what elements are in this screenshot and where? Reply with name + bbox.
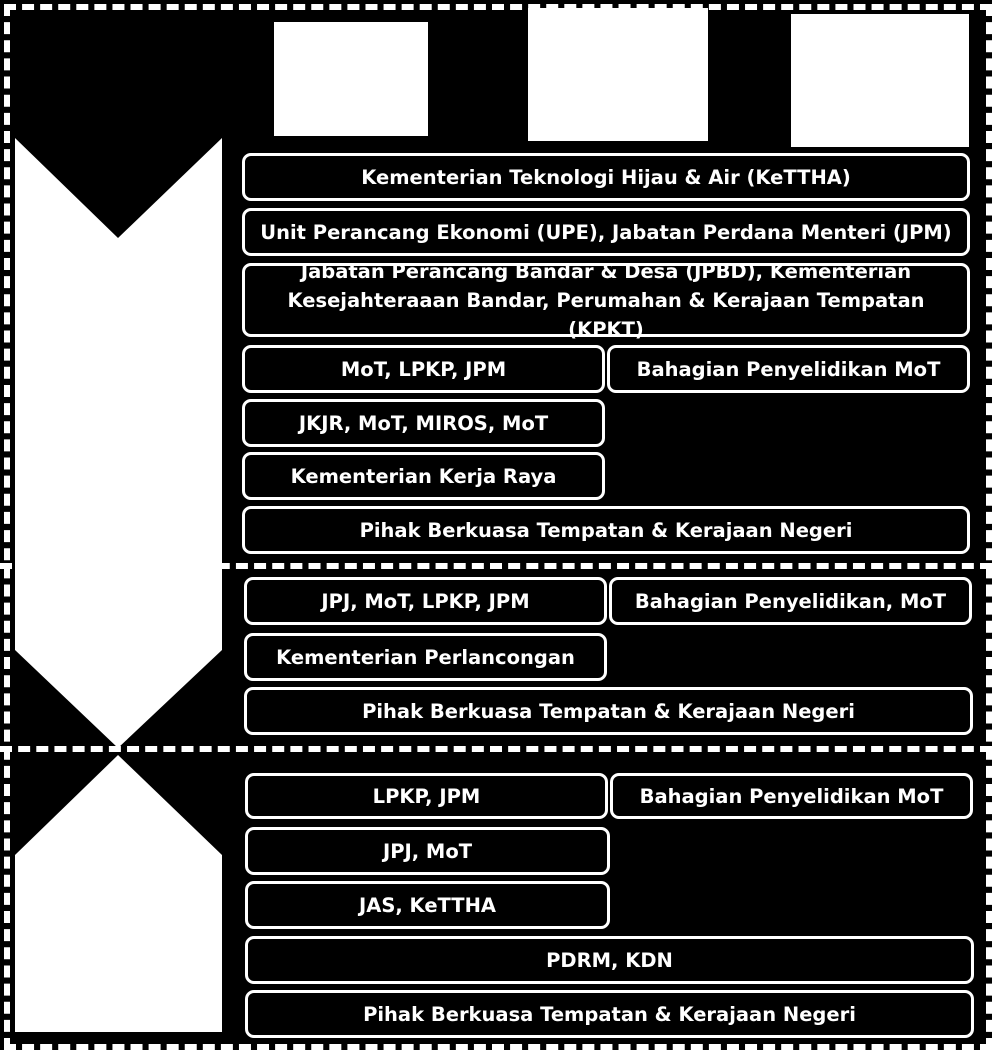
agency-label: Bahagian Penyelidikan, MoT [634,589,947,613]
agency-box-bahagian-penyelidikan [609,577,972,625]
agency-label: PDRM, KDN [546,948,673,972]
agency-label: Kementerian Kerja Raya [290,464,557,488]
agency-label: Jabatan Perancang Bandar & Desa (JPBD), Kementerian Kesejahteraaan Bandar, Perumahan & Kerajaan Tempatan (KPKT) [287,259,925,341]
agency-box-bahagian-penyelidikan [607,345,970,393]
agency-box-kerja-raya [242,452,605,500]
header-box-3 [791,14,969,147]
agency-box-upe [242,208,970,256]
agency-box-pbt [245,990,974,1038]
agency-box-lpkp-jpm [245,773,608,819]
agency-box-pdrm-kdn [245,936,974,984]
agency-label: JPJ, MoT [382,839,473,863]
agency-box-jas-ketthа [245,881,610,929]
agency-label: Bahagian Penyelidikan MoT [639,784,944,808]
agency-box-jkjr [242,399,605,447]
agency-label: JKJR, MoT, MIROS, MoT [298,411,549,435]
agency-label: Unit Perancang Ekonomi (UPE), Jabatan Perdana Menteri (JPM) [260,220,952,244]
agency-label: Pihak Berkuasa Tempatan & Kerajaan Negeri [363,1002,856,1026]
header-box-1 [274,22,428,136]
agency-label: JAS, KeTTHA [358,893,497,917]
agency-label: LPKP, JPM [372,784,481,808]
phase-arrow-lower [15,755,222,1032]
agency-label: Kementerian Perlancongan [276,645,575,669]
agency-box-pbt [242,506,970,554]
agency-box-mot-lpkp [242,345,605,393]
agency-label: Pihak Berkuasa Tempatan & Kerajaan Negeri [362,699,855,723]
agency-label: Pihak Berkuasa Tempatan & Kerajaan Negeri [359,518,853,542]
agency-label: JPJ, MoT, LPKP, JPM [321,589,530,613]
phase-arrow-upper [15,138,222,748]
agency-box-ketthа [242,153,970,201]
agency-box-pbt [244,687,973,735]
agency-box-jpj-mot-lpkp [244,577,607,625]
agency-box-bahagian-penyelidikan [610,773,973,819]
agency-label: MoT, LPKP, JPM [340,357,507,381]
agency-box-jpj-mot [245,827,610,875]
agency-label: Bahagian Penyelidikan MoT [636,357,941,381]
agency-box-perlancongan [244,633,607,681]
agency-box-jpbd [242,259,970,341]
header-box-2 [528,8,708,141]
agency-label: Kementerian Teknologi Hijau & Air (KeTTHA) [361,165,851,189]
